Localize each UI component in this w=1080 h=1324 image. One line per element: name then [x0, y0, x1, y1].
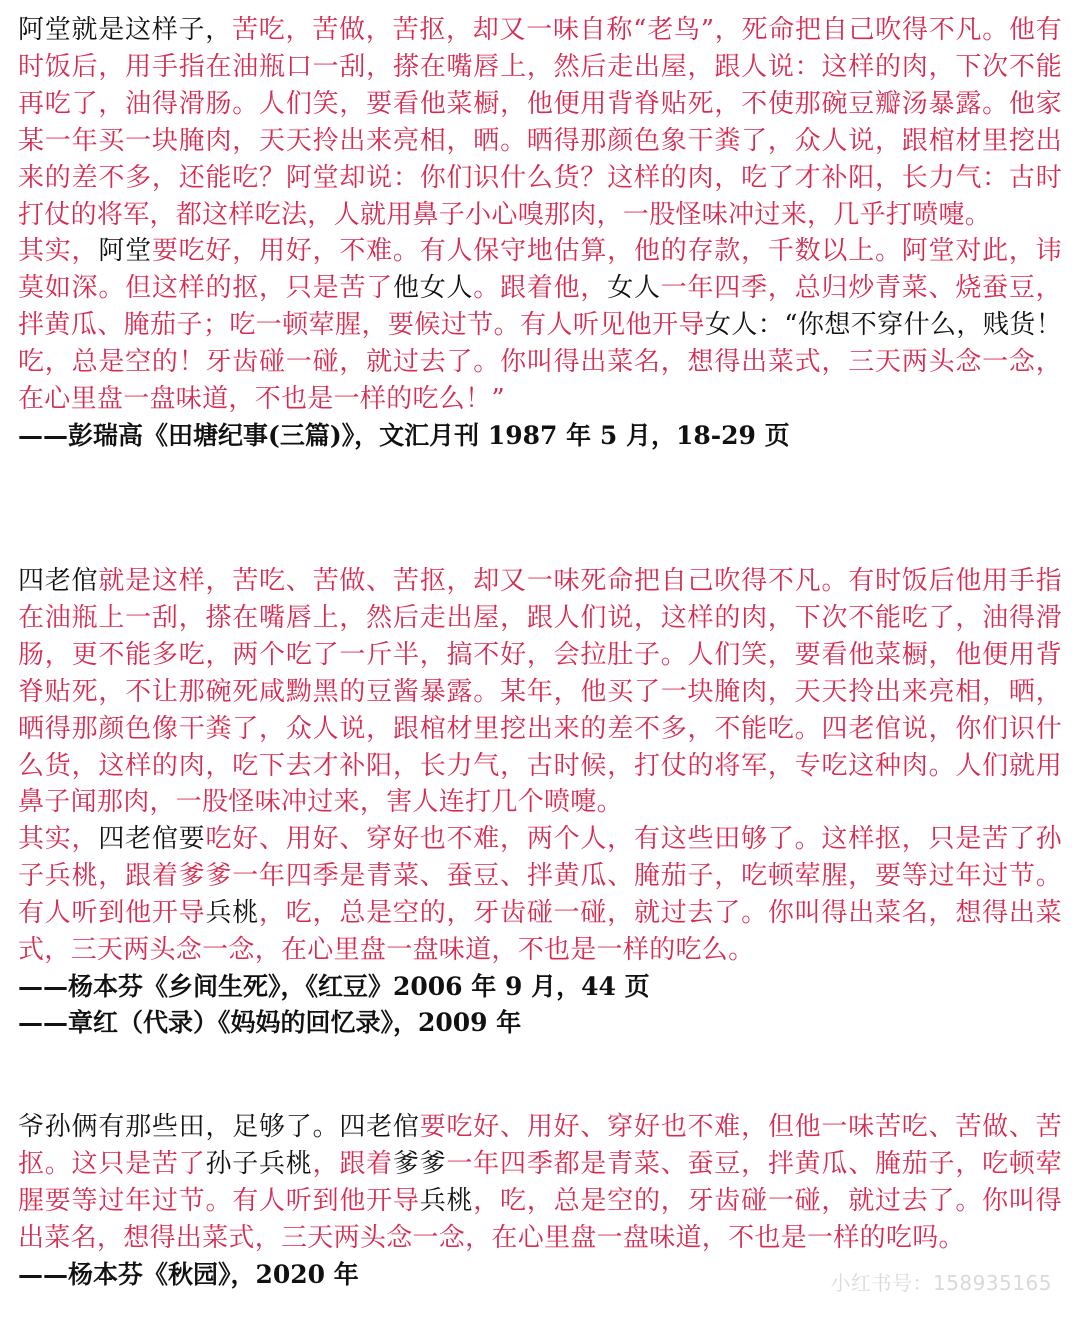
passage-3-text	[18, 1109, 1062, 1257]
text-run-red: 苦吃，苦做，苦抠，却又一味自称“老鸟”，死命把自己吹得不凡。他有时饭后，用手指在油瓶口一刮，搽在嘴唇上，然后走出屋，跟人说：这样的肉，下次不能再吃了，油得滑肠。人们笑，要看他菜橱，他便用背脊贴死，不使那碗豆瓣汤暴露。他家某一年买一块腌肉，天天拎出来亮相，晒。晒得那颜色象干粪了，众人说，跟棺材里挖出来的差不多，还能吃？阿堂却说：你们识什么货？这样的肉，吃了才补阳，长力气：古时打仗的将军，都这样吃法，人就用鼻子小心嗅那肉，一股怪味冲过来，几乎打喷嚏。	[18, 15, 1063, 230]
text-run-red: 。跟着他，	[473, 273, 608, 304]
text-run-red: 就是这样，苦吃、苦做、苦抠，却又一味死命把自己吹得不凡。有时饭后他用手指在油瓶上一刮，搽在嘴唇上，然后走出屋，跟人们说，这样的肉，下次不能吃了，油得滑肠，更不能多吃，两个吃了一斤半，搞不好，会拉肚子。人们笑，要看他菜橱，他便用背脊贴死，不让那碗死咸黝黑的豆酱暴露。某年，他买了一块腌肉，天天拎出来亮相，晒，晒得那颜色像干粪了，众人说，跟棺材里挖出来的差不多，不能吃。四老倌说，你们识什么货，这样的肉，吃下去才补阳，长力气，古时候，打仗的将军，专吃这种肉。人们就用鼻子闻那肉，一股怪味冲过来，害人连打几个喷嚏。	[18, 566, 1062, 818]
text-run-red: 要吃好，用好，不难。有人保守地估算，他的存款，千数以上。阿堂对此，讳莫如深。但这样的抠，只是苦了	[18, 236, 1062, 304]
text-run-black: 他女人	[392, 273, 474, 304]
text-run-red: 其实，	[18, 824, 99, 855]
text-run-red: ，吃，总是空的，牙齿碰一碰，就过去了。你叫得出菜名，想得出菜式，三天两头念一念，在心里盘一盘味道，不也是一样的吃吗。	[18, 1185, 1062, 1253]
text-run-black: 阿堂	[98, 236, 152, 267]
text-run-red: 吃好、用好、穿好也不难，两个人，有这些田够了。这样抠，只是苦了孙子兵桃，跟着爹爹一年四季是青菜、蚕豆、拌黄瓜、腌茄子，吃顿荤腥，要等过年过节。有人听到他开导	[18, 824, 1062, 929]
text-run-black: 女人：“你想不穿什么，贱货！	[704, 310, 1062, 341]
text-run-red: 一年四季，总归炒青菜、烧蚕豆，拌黄瓜、腌茄子；吃一顿荤腥，要候过节。有人听见他开导	[18, 273, 1062, 341]
text-run-black: 阿堂就是这样子，	[18, 15, 232, 45]
text-run-black: 四老倌要	[98, 824, 206, 855]
text-run-black: 爹爹	[392, 1148, 447, 1179]
text-run-black: 兵桃	[419, 1185, 474, 1216]
passage-1	[18, 12, 1062, 454]
text-run-red: 要吃好、用好、穿好也不难，但他一味苦吃、苦做、苦抠。这只是苦了	[18, 1112, 1062, 1179]
text-run-black: 四老倌	[18, 566, 99, 596]
passage-3	[18, 1109, 1062, 1293]
citation-line: ——彭瑞高《田塘纪事(三篇)》，文汇月刊 1987 年 5 月，18-29 页	[18, 420, 790, 450]
text-run-black: 爷孙俩有那些田，足够了。四老倌	[18, 1112, 420, 1142]
text-run-red: 吃，总是空的！牙齿碰一碰，就过去了。你叫得出菜名，想得出菜式，三天两头念一念，在心里盘一盘味道，不也是一样的吃么！”	[18, 347, 1062, 415]
text-run-black: 兵桃	[205, 898, 260, 929]
text-run-red: 其实，	[18, 236, 99, 267]
passage-1-text	[18, 12, 1062, 418]
passage-2-citations	[18, 969, 1062, 1041]
text-run-red: ，吃，总是空的，牙齿碰一碰，就过去了。你叫得出菜名，想得出菜式，三天两头念一念，在心里盘一盘味道，不也是一样的吃么。	[18, 898, 1062, 966]
watermark-id: 小红书号：158935165	[830, 1271, 1052, 1295]
citation-line: ——杨本芬《秋园》，2020 年	[18, 1259, 359, 1289]
text-run-black: 女人	[607, 273, 661, 304]
text-run-red: ，跟着	[312, 1148, 393, 1179]
passage-2-text	[18, 563, 1062, 969]
citation-line: ——章红（代录）《妈妈的回忆录》，2009 年	[18, 1007, 522, 1037]
text-run-black: 孙子兵桃	[205, 1148, 313, 1179]
text-run-red: 一年四季都是青菜、蚕豆，拌黄瓜、腌茄子，吃顿荤腥要等过年过节。有人听到他开导	[18, 1148, 1062, 1216]
passage-2	[18, 563, 1062, 1041]
passage-1-citations	[18, 418, 1062, 454]
citation-line: ——杨本芬《乡间生死》，《红豆》2006 年 9 月，44 页	[18, 971, 650, 1001]
